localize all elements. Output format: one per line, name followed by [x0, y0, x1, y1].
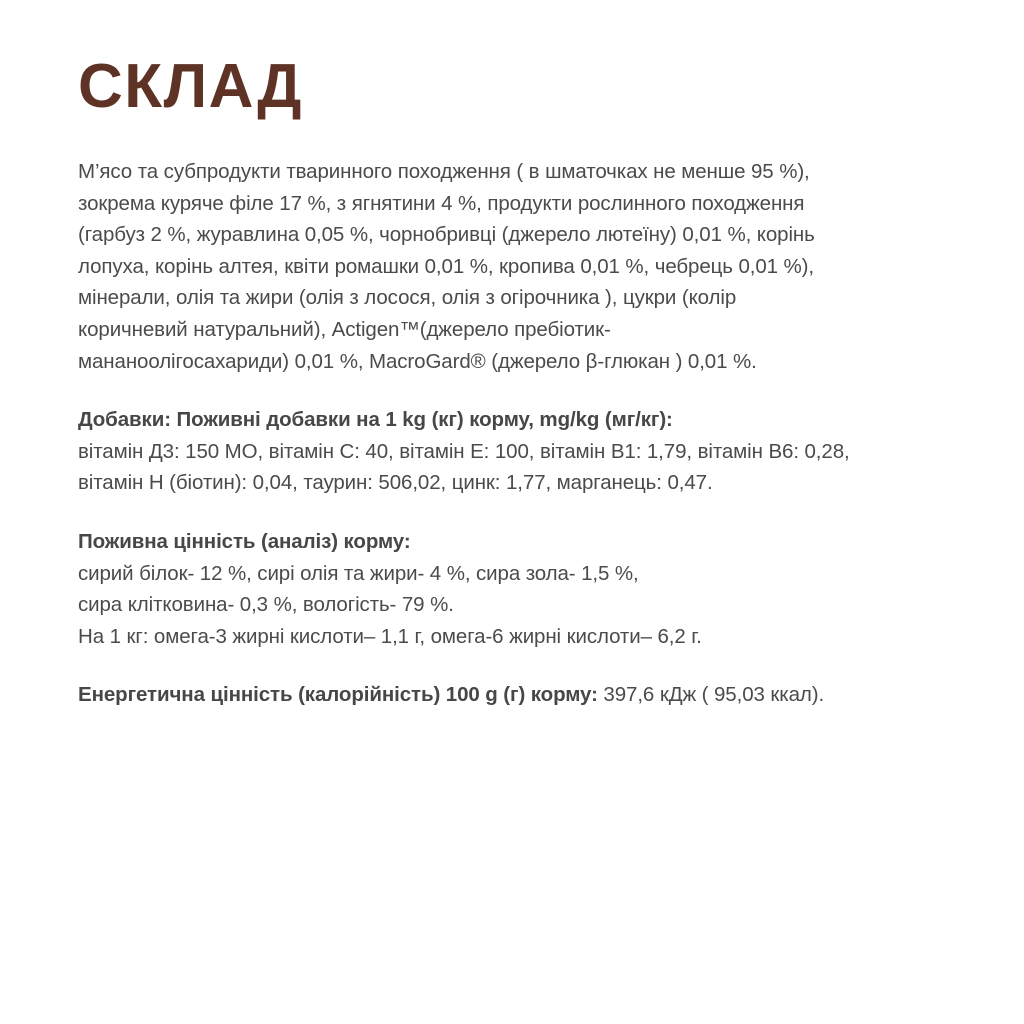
ingredients-line-5: мінерали, олія та жири (олія з лосося, олія з огірочника ), цукри (колір — [78, 286, 737, 310]
analysis-heading: Поживна цінність (аналіз) корму: — [78, 529, 411, 553]
ingredients-line-6: коричневий натуральний), Actigen™(джерело пребіотик- — [78, 317, 611, 341]
energy-heading: Енергетична цінність (калорійність) 100 g (г) корму: — [78, 683, 598, 707]
ingredients-paragraph — [78, 156, 958, 377]
additives-line-1: вітамін Д3: 150 МО, вітамін С: 40, вітамін Е: 100, вітамін В1: 1,79, вітамін В6: 0,28, — [78, 439, 850, 463]
analysis-paragraph — [78, 526, 958, 652]
ingredients-line-4: лопуха, корінь алтея, квіти ромашки 0,01 %, кропива 0,01 %, чебрець 0,01 %), — [78, 254, 814, 278]
ingredients-line-1: М’ясо та субпродукти тваринного походження ( в шматочках не менше 95 %), — [78, 160, 810, 183]
energy-value: 397,6 кДж ( 95,03 ккал). — [597, 683, 825, 707]
additives-paragraph — [78, 404, 958, 499]
content-container — [78, 52, 958, 711]
analysis-line-2: сира клітковина- 0,3 %, вологість- 79 %. — [78, 593, 454, 617]
analysis-line-3: На 1 кг: омега-3 жирні кислоти– 1,1 г, омега-6 жирні кислоти– 6,2 г. — [78, 624, 702, 648]
analysis-line-1: сирий білок- 12 %, сирі олія та жири- 4 %, сира зола- 1,5 %, — [78, 561, 639, 585]
ingredients-line-2: зокрема куряче філе 17 %, з ягнятини 4 %, продукти рослинного походження — [78, 191, 805, 215]
ingredients-line-7: мананоолігосахариди) 0,01 %, MacroGard® (джерело β-глюкан ) 0,01 %. — [78, 349, 757, 373]
energy-paragraph — [78, 679, 958, 711]
additives-line-2: вітамін Н (біотин): 0,04, таурин: 506,02, цинк: 1,77, марганець: 0,47. — [78, 471, 713, 495]
ingredients-line-3: (гарбуз 2 %, журавлина 0,05 %, чорнобривці (джерело лютеїну) 0,01 %, корінь — [78, 223, 815, 247]
page-title: СКЛАД — [78, 52, 303, 121]
additives-heading: Добавки: Поживні добавки на 1 kg (кг) корму, mg/kg (мг/кг): — [78, 408, 673, 432]
